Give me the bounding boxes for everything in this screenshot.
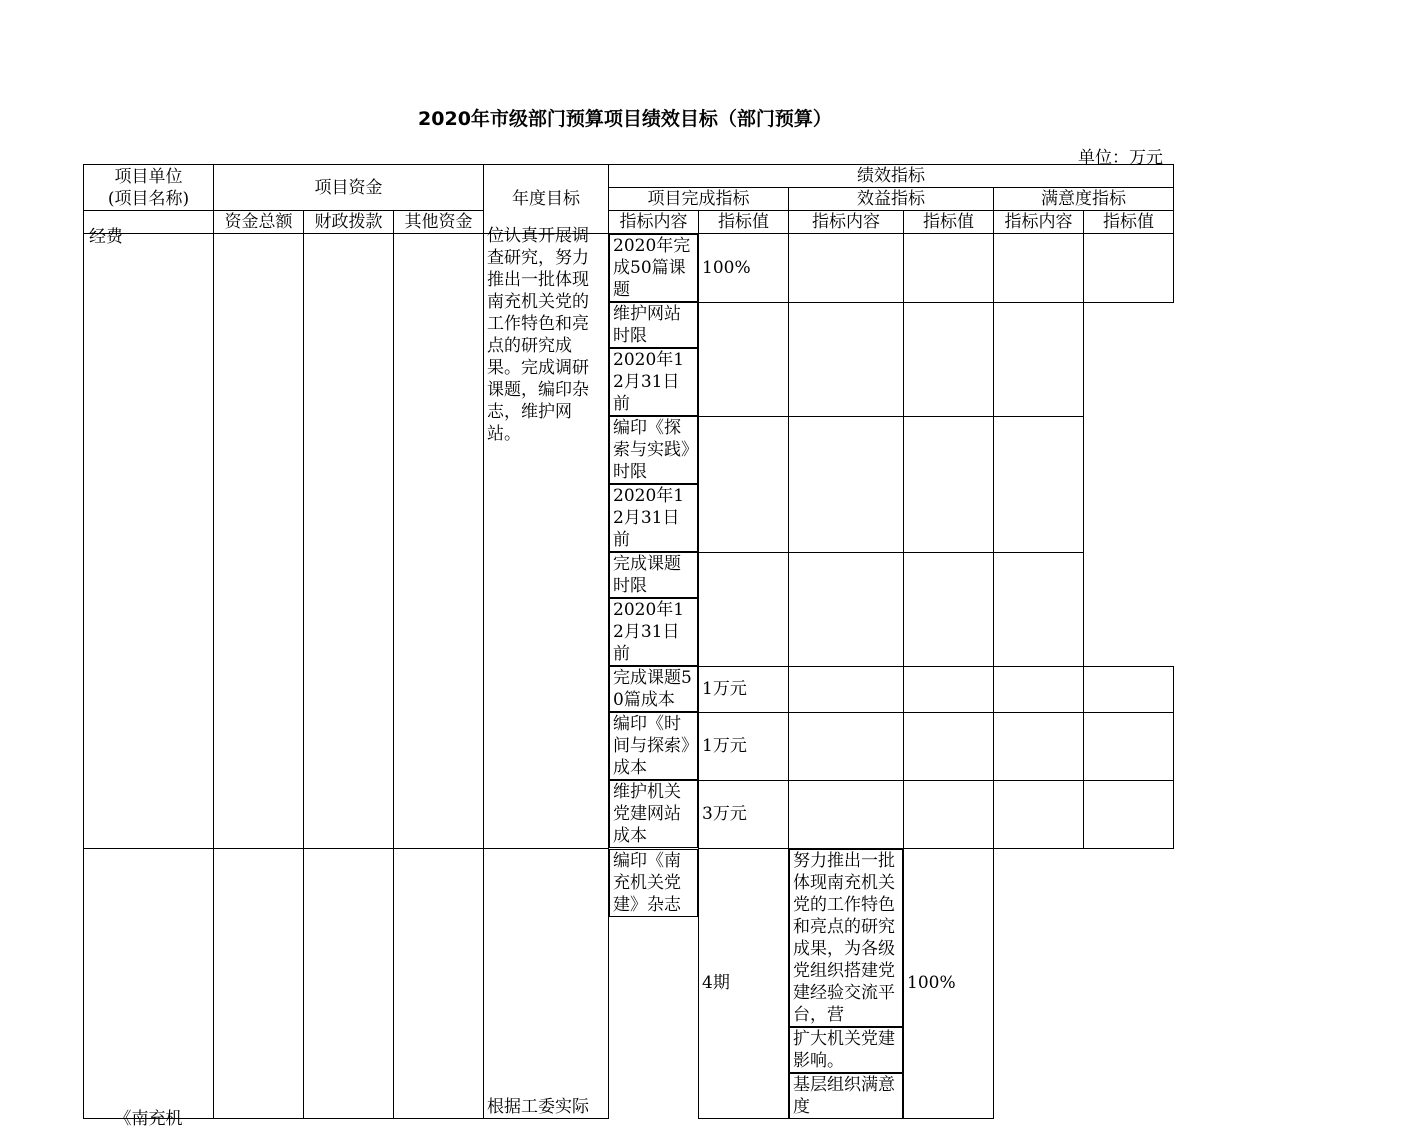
project2-fund-fiscal <box>304 848 394 1119</box>
p1-row5-value: 1万元 <box>699 666 789 712</box>
header-performance: 绩效指标 <box>609 165 1174 188</box>
project1-unit <box>84 227 214 849</box>
p1-row3-content: 编印《探索与实践》时限 <box>609 416 698 484</box>
p1-row4-satisfaction-value <box>994 552 1084 666</box>
p1-row6-satisfaction-content <box>994 712 1084 780</box>
p1-row7-satisfaction-value <box>1084 780 1174 848</box>
p1-row1-satisfaction-content <box>994 234 1084 303</box>
p1-row7-value: 3万元 <box>699 780 789 848</box>
header-annual-goal: 年度目标 <box>484 165 609 234</box>
project2-fund-total <box>214 848 304 1119</box>
p1-row2-satisfaction-content <box>904 302 994 416</box>
p1-row1-benefit-value <box>904 234 994 303</box>
page-title: 2020年市级部门预算项目绩效目标（部门预算） <box>418 108 832 130</box>
project1-goal-text: 位认真开展调查研究，努力推出一批体现南充机关党的工作特色和亮点的研究成果。完成调研课题，编印杂志，维护网站。 <box>487 226 589 444</box>
p1-row4-value: 2020年12月31日前 <box>609 598 698 666</box>
p1-row6-content: 编印《时间与探索》成本 <box>609 712 698 780</box>
p1-row5-satisfaction-content <box>994 666 1084 712</box>
p1-row5-content: 完成课题50篇成本 <box>609 666 698 712</box>
p1-row6-satisfaction-value <box>1084 712 1174 780</box>
p1-row4-benefit-value <box>789 552 904 666</box>
p1-row4-benefit-content <box>699 552 789 666</box>
table-row <box>84 848 1174 1119</box>
p1-row2-benefit-content <box>699 302 789 416</box>
unit-label: 单位：万元 <box>1078 148 1163 168</box>
p1-row4-satisfaction-content <box>904 552 994 666</box>
p1-row1-benefit-content <box>789 234 904 303</box>
p2-completion-content: 编印《南充机关党建》杂志 <box>609 849 698 917</box>
p1-row6-benefit-content <box>789 712 904 780</box>
project2-goal: 根据工委实际 <box>484 848 609 1119</box>
p1-row3-benefit-value <box>789 416 904 552</box>
p2-benefit-content: 努力推出一批体现南充机关党的工作特色和亮点的研究成果，为各级党组织搭建党建经验交流平台，营 <box>789 849 903 1027</box>
p1-row7-satisfaction-content <box>994 780 1084 848</box>
p2-completion-value: 4期 <box>699 848 789 1119</box>
p2-satisfaction-value: 100% <box>904 848 994 1119</box>
header-project-unit <box>84 165 214 211</box>
p1-row7-content: 维护机关党建网站成本 <box>609 780 698 848</box>
header-fund-other: 其他资金 <box>394 211 484 234</box>
p1-row1-content: 2020年完成50篇课题 <box>609 234 698 302</box>
header-benefit-value: 指标值 <box>904 211 994 234</box>
p1-row5-satisfaction-value <box>1084 666 1174 712</box>
header-funds: 项目资金 <box>214 165 484 211</box>
project2-unit-text: 《南充机 <box>114 1109 183 1129</box>
p1-row5-benefit-content <box>789 666 904 712</box>
performance-table <box>83 164 1174 1129</box>
header-completion: 项目完成指标 <box>609 188 789 211</box>
project1-fund-fiscal <box>304 234 394 849</box>
p1-row1-satisfaction-value <box>1084 234 1174 303</box>
project1-fund-other <box>394 234 484 849</box>
p2-satisfaction-content: 基层组织满意度 <box>789 1073 903 1119</box>
p1-row2-benefit-value <box>789 302 904 416</box>
p1-row2-content: 维护网站时限 <box>609 302 698 348</box>
p1-row4-content: 完成课题时限 <box>609 552 698 598</box>
p1-row3-satisfaction-value <box>994 416 1084 552</box>
header-benefit: 效益指标 <box>789 188 994 211</box>
header-fund-total: 资金总额 <box>214 211 304 234</box>
p1-row2-satisfaction-value <box>994 302 1084 416</box>
header-satisfaction: 满意度指标 <box>994 188 1174 211</box>
p1-row7-benefit-value <box>904 780 994 848</box>
header-completion-content: 指标内容 <box>609 211 699 234</box>
performance-sheet <box>83 164 1174 1129</box>
header-project-name-line2: (项目名称) <box>107 188 190 209</box>
header-completion-value: 指标值 <box>699 211 789 234</box>
p1-row6-benefit-value <box>904 712 994 780</box>
header-project-unit-line1: 项目单位 <box>114 166 183 187</box>
project2-fund-other <box>394 848 484 1119</box>
p2-benefit-value: 扩大机关党建影响。 <box>789 1027 903 1073</box>
header-fund-fiscal: 财政拨款 <box>304 211 394 234</box>
project2-unit <box>84 848 214 1129</box>
p1-row3-benefit-content <box>699 416 789 552</box>
p1-row3-satisfaction-content <box>904 416 994 552</box>
p1-row7-benefit-content <box>789 780 904 848</box>
p1-row5-benefit-value <box>904 666 994 712</box>
project1-fund-total <box>214 234 304 849</box>
p1-row3-value: 2020年12月31日前 <box>609 484 698 552</box>
header-satisfaction-content: 指标内容 <box>994 211 1084 234</box>
header-satisfaction-value: 指标值 <box>1084 211 1174 234</box>
project1-unit-text: 经费 <box>89 227 123 247</box>
p1-row1-value: 100% <box>699 234 789 303</box>
project1-goal <box>484 226 609 849</box>
p1-row2-value: 2020年12月31日前 <box>609 348 698 416</box>
header-benefit-content: 指标内容 <box>789 211 904 234</box>
p1-row6-value: 1万元 <box>699 712 789 780</box>
table-row <box>84 234 1174 303</box>
